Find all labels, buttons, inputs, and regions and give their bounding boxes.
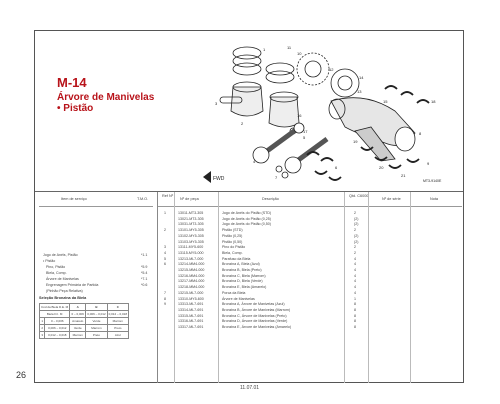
part-description: Jogo de Anéis do Pistão (STD) bbox=[222, 211, 272, 215]
service-row: Pino, Pistão bbox=[46, 265, 66, 269]
part-description: Bronzina A, Árvore de Manivelas (Azul) bbox=[222, 302, 285, 307]
svg-text:17: 17 bbox=[303, 129, 308, 134]
crankshaft-piston-illustration bbox=[35, 31, 463, 191]
service-row: • Pistão bbox=[43, 259, 56, 263]
svg-text:14: 14 bbox=[359, 75, 364, 80]
part-quantity: 4 bbox=[354, 273, 356, 278]
svg-text:13: 13 bbox=[357, 89, 362, 94]
part-quantity: 4 bbox=[354, 279, 356, 284]
col-qty-header: Qtd. C6000 bbox=[349, 194, 369, 198]
page-number: 26 bbox=[16, 370, 27, 380]
part-number: 13213-ML7-000 bbox=[178, 256, 204, 261]
svg-text:3: 3 bbox=[215, 101, 218, 106]
part-number: 13315-ML7-691 bbox=[178, 313, 204, 318]
part-quantity: 8 bbox=[354, 307, 356, 312]
diagram-id-label: MT3-9140E bbox=[423, 179, 442, 183]
part-quantity: 8 bbox=[354, 313, 356, 318]
part-quantity: 2 bbox=[354, 245, 356, 250]
bronze-selection-table: Seleção Bronzina da Biela Cód da Biela D.E. M A B C Biela D.I. M 0 – 0,006 0,006 – 0,012 0,012 – 0,018 1 0 – 0,006 Amarelo Verde Marrom 2 0,006 – 0,012 Verde Marrom Preto 3 0,012 – 0,018 Marrom Preto Azul bbox=[39, 296, 127, 337]
part-number: 13313-ML7-691 bbox=[178, 302, 204, 307]
svg-text:18: 18 bbox=[431, 99, 436, 104]
part-number: 13102-MY5-305 bbox=[178, 233, 204, 238]
svg-text:21: 21 bbox=[401, 173, 406, 178]
part-ref-number: 1 bbox=[164, 211, 166, 215]
part-quantity: (2) bbox=[354, 233, 359, 238]
svg-text:1: 1 bbox=[263, 47, 266, 52]
part-quantity: 2 bbox=[354, 250, 356, 255]
part-quantity: 1 bbox=[354, 296, 356, 301]
svg-text:2: 2 bbox=[241, 121, 244, 126]
part-quantity: 2 bbox=[354, 228, 356, 233]
service-row: Biela, Comp. bbox=[46, 271, 67, 275]
part-quantity: (2) bbox=[354, 216, 359, 221]
part-number: 13314-ML7-691 bbox=[178, 307, 204, 312]
part-number: 13317-ML7-691 bbox=[178, 325, 204, 329]
part-number: 13021-MT3-305 bbox=[178, 216, 204, 221]
service-row: Jogo de Anéis, Pistão bbox=[43, 253, 78, 257]
part-description: Jogo de Anéis do Pistão (0,25) bbox=[222, 216, 271, 221]
service-row-tmo: *5.9 bbox=[141, 265, 148, 269]
col-desc-header: Descrição bbox=[262, 197, 279, 201]
part-quantity: 4 bbox=[354, 262, 356, 267]
part-quantity: 8 bbox=[354, 319, 356, 324]
part-description: Parafuso da Biela bbox=[222, 256, 251, 261]
part-description: Biela, Comp. bbox=[222, 250, 243, 255]
part-quantity: (2) bbox=[354, 222, 359, 227]
svg-text:11: 11 bbox=[287, 45, 292, 50]
part-ref-number: 7 bbox=[164, 290, 166, 295]
part-number: 13215-ML7-000 bbox=[178, 290, 204, 295]
svg-text:4: 4 bbox=[253, 159, 256, 164]
part-description: Bronzina B, Biela (Preto) bbox=[222, 268, 262, 272]
svg-text:15: 15 bbox=[383, 99, 388, 104]
part-description: Bronzina A, Biela (Azul) bbox=[222, 262, 260, 267]
part-description: Bronzina C, Árvore de Manivelas (Preto) bbox=[222, 313, 287, 318]
part-number: 13215-MM4-000 bbox=[178, 268, 205, 272]
catalog-page-frame bbox=[34, 30, 464, 383]
part-description: Pistão (0,50) bbox=[222, 239, 243, 244]
svg-text:6: 6 bbox=[335, 165, 338, 170]
svg-text:12: 12 bbox=[329, 67, 334, 72]
part-number: 13214-MM4-000 bbox=[178, 262, 205, 267]
svg-text:7: 7 bbox=[275, 175, 278, 180]
part-ref-number: 6 bbox=[164, 262, 166, 267]
part-description: Bronzina D, Biela (Verde) bbox=[222, 279, 263, 284]
service-row-tmo: *0.6 bbox=[141, 283, 148, 287]
svg-text:9: 9 bbox=[427, 161, 430, 166]
part-number: 13217-MM4-000 bbox=[178, 279, 205, 284]
part-number: 13316-ML7-691 bbox=[178, 319, 204, 324]
bronze-head-code: Cód da Biela D.E. M bbox=[41, 305, 69, 309]
part-ref-number: 8 bbox=[164, 296, 166, 301]
part-number: 13011-MT3-305 bbox=[178, 211, 204, 215]
part-number: 13310-MY5-600 bbox=[178, 296, 204, 301]
svg-text:8: 8 bbox=[419, 131, 422, 136]
part-number: 13216-MM4-000 bbox=[178, 273, 205, 278]
col-tmo-header: T.M.O. bbox=[137, 197, 149, 201]
col-ref-header: Ref Nº bbox=[162, 194, 174, 198]
svg-text:16: 16 bbox=[297, 113, 302, 118]
part-ref-number: 3 bbox=[164, 245, 166, 250]
part-ref-number: 2 bbox=[164, 228, 166, 233]
part-description: Pistão (STD) bbox=[222, 228, 243, 233]
part-description: Árvore de Manivelas bbox=[222, 296, 255, 301]
part-description: Porca da Biela bbox=[222, 290, 246, 295]
part-quantity: (2) bbox=[354, 239, 359, 244]
fwd-label: FWD bbox=[213, 176, 225, 182]
bronze-table-title: Seleção Bronzina da Biela bbox=[39, 296, 87, 300]
part-ref-number: 4 bbox=[164, 250, 166, 255]
service-row-tmo: *7.1 bbox=[141, 277, 148, 281]
part-number: 13115-MY5-000 bbox=[178, 250, 204, 255]
part-description: Pistão (0,25) bbox=[222, 233, 243, 238]
svg-text:20: 20 bbox=[379, 165, 384, 170]
tables-area bbox=[35, 191, 463, 383]
part-description: Bronzina B, Árvore de Manivelas (Marrom) bbox=[222, 307, 291, 312]
col-service-header: Item de serviço bbox=[61, 197, 87, 201]
fwd-arrow-icon bbox=[203, 171, 225, 183]
part-description: Jogo de Anéis do Pistão (0,50) bbox=[222, 222, 271, 227]
service-row-tmo: *5.4 bbox=[141, 271, 148, 275]
svg-text:5: 5 bbox=[303, 135, 306, 140]
part-quantity: 4 bbox=[354, 256, 356, 261]
print-date: 11.07.01 bbox=[240, 385, 260, 391]
part-description: Bronzina C, Biela (Marrom) bbox=[222, 273, 266, 278]
part-quantity: 8 bbox=[354, 325, 356, 329]
parts-list-panel bbox=[157, 192, 462, 383]
svg-text:19: 19 bbox=[353, 139, 358, 144]
part-number: 13111-MY5-600 bbox=[178, 245, 204, 250]
part-number: 13101-MY5-305 bbox=[178, 228, 204, 233]
part-description: Pino do Pistão bbox=[222, 245, 246, 250]
service-items-panel bbox=[35, 192, 157, 383]
col-notes-header: Nota bbox=[430, 197, 439, 201]
part-number: 13218-MM4-000 bbox=[178, 285, 205, 290]
service-row: (Pinhão Peça Relativa) bbox=[46, 289, 83, 293]
col-serial-header: Nº de série bbox=[382, 197, 401, 201]
part-ref-number: 9 bbox=[164, 302, 166, 307]
part-ref-number: 5 bbox=[164, 256, 166, 261]
service-row: Árvore de Manivelas bbox=[46, 277, 79, 281]
col-part-header: Nº de peça bbox=[180, 197, 199, 201]
part-quantity: 2 bbox=[354, 211, 356, 215]
part-quantity: 8 bbox=[354, 302, 356, 307]
part-description: Bronzina E, Biela (Amarelo) bbox=[222, 285, 267, 290]
part-number: 13031-MT3-305 bbox=[178, 222, 204, 227]
svg-text:10: 10 bbox=[297, 51, 302, 56]
section-code: M-14 bbox=[57, 75, 87, 90]
service-row-tmo: *1.1 bbox=[141, 253, 148, 257]
service-row: Engrenagem Primária de Partida bbox=[46, 283, 99, 287]
part-quantity: 4 bbox=[354, 290, 356, 295]
part-description: Bronzina E, Árvore de Manivelas (Amarelo) bbox=[222, 325, 292, 329]
part-number: 13103-MY5-305 bbox=[178, 239, 204, 244]
part-quantity: 4 bbox=[354, 285, 356, 290]
part-description: Bronzina D, Árvore de Manivelas (Verde) bbox=[222, 319, 288, 324]
section-title: Árvore de Manivelas bbox=[57, 92, 155, 103]
part-quantity: 4 bbox=[354, 268, 356, 272]
section-subtitle: • Pistão bbox=[57, 103, 94, 114]
exploded-diagram bbox=[35, 31, 463, 191]
